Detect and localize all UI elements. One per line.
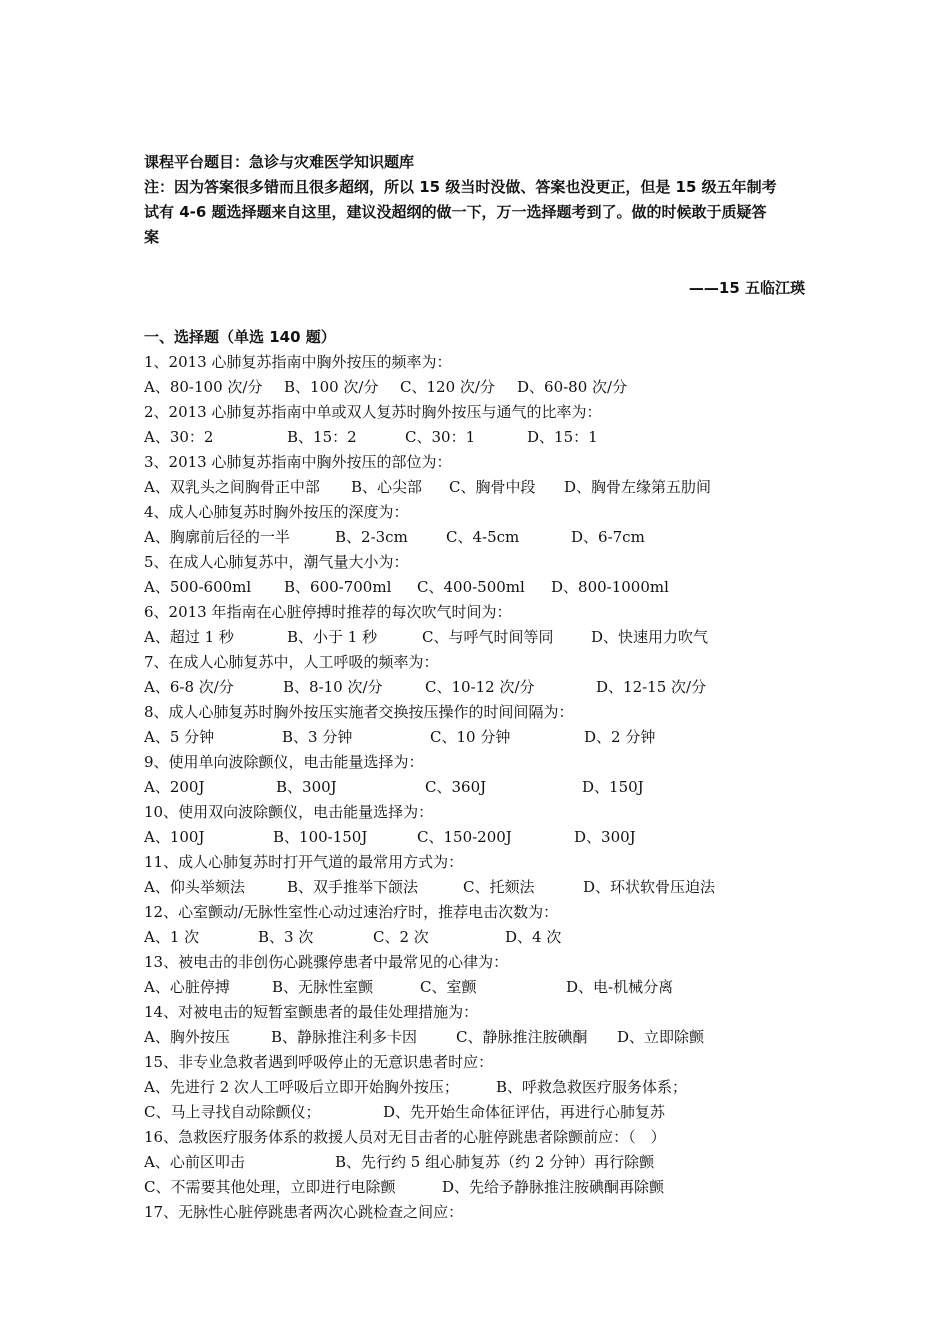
option-a: A、100J bbox=[144, 828, 205, 846]
option-a: A、200J bbox=[144, 778, 205, 796]
option-c: C、马上寻找自动除颤仪； bbox=[144, 1103, 321, 1121]
question-text: 9、使用单向波除颤仪，电击能量选择为： bbox=[144, 753, 424, 771]
option-c: C、30：1 bbox=[405, 428, 476, 446]
option-b: B、15：2 bbox=[287, 428, 357, 446]
option-a: A、仰头举颏法 bbox=[144, 878, 245, 896]
option-b: B、600-700ml bbox=[284, 578, 392, 596]
option-c: C、360J bbox=[425, 778, 487, 796]
question-text: 14、对被电击的短暂室颤患者的最佳处理措施为： bbox=[144, 1003, 479, 1021]
option-b: B、8-10 次/分 bbox=[283, 678, 383, 696]
option-d: D、800-1000ml bbox=[551, 578, 669, 596]
question-text: 15、非专业急救者遇到呼吸停止的无意识患者时应： bbox=[144, 1053, 494, 1071]
option-b: B、2-3cm bbox=[335, 528, 408, 546]
question-text: 10、使用双向波除颤仪，电击能量选择为： bbox=[144, 803, 434, 821]
option-d: D、15：1 bbox=[527, 428, 598, 446]
question-text: 6、2013 年指南在心脏停搏时推荐的每次吹气时间为： bbox=[144, 603, 512, 621]
question-text: 13、被电击的非创伤心跳骤停患者中最常见的心律为： bbox=[144, 953, 509, 971]
option-d: D、4 次 bbox=[505, 928, 562, 946]
option-b: B、呼救急救医疗服务体系； bbox=[496, 1078, 688, 1096]
option-a: A、双乳头之间胸骨正中部 bbox=[144, 478, 320, 496]
option-b: B、双手推举下颌法 bbox=[287, 878, 419, 896]
option-d: D、胸骨左缘第五肋间 bbox=[564, 478, 712, 496]
option-c: C、150-200J bbox=[417, 828, 512, 846]
question-text: 8、成人心肺复苏时胸外按压实施者交换按压操作的时间间隔为： bbox=[144, 703, 574, 721]
option-a: A、胸外按压 bbox=[144, 1028, 230, 1046]
note-line: 试有 4-6 题选择题来自这里，建议没超纲的做一下，万一选择题考到了。做的时候敢于质疑答 bbox=[144, 203, 767, 221]
option-d: D、立即除颤 bbox=[617, 1028, 705, 1046]
option-d: D、300J bbox=[574, 828, 636, 846]
option-b: B、先行约 5 组心肺复苏（约 2 分钟）再行除颤 bbox=[335, 1153, 655, 1171]
option-d: D、快速用力吹气 bbox=[591, 628, 709, 646]
option-d: D、电-机械分离 bbox=[566, 978, 674, 996]
option-b: B、小于 1 秒 bbox=[287, 628, 378, 646]
question-text: 5、在成人心肺复苏中，潮气量大小为： bbox=[144, 553, 409, 571]
option-a: A、5 分钟 bbox=[144, 728, 215, 746]
option-a: A、超过 1 秒 bbox=[144, 628, 234, 646]
option-b: B、100 次/分 bbox=[284, 378, 379, 396]
signature: ——15 五临江瑛 bbox=[688, 279, 805, 297]
option-c: C、10 分钟 bbox=[430, 728, 511, 746]
option-c: C、400-500ml bbox=[417, 578, 525, 596]
question-text: 4、成人心肺复苏时胸外按压的深度为： bbox=[144, 503, 409, 521]
option-d: D、环状软骨压迫法 bbox=[583, 878, 716, 896]
option-b: B、300J bbox=[276, 778, 337, 796]
option-c: C、与呼气时间等同 bbox=[422, 628, 554, 646]
option-c: C、120 次/分 bbox=[400, 378, 495, 396]
option-c: C、托颏法 bbox=[463, 878, 535, 896]
note-line: 注：因为答案很多错而且很多超纲，所以 15 级当时没做、答案也没更正，但是 15 级五年制考 bbox=[144, 178, 777, 196]
option-b: B、3 分钟 bbox=[282, 728, 353, 746]
option-d: D、先开始生命体征评估，再进行心肺复苏 bbox=[383, 1103, 666, 1121]
option-a: A、先进行 2 次人工呼吸后立即开始胸外按压； bbox=[144, 1078, 459, 1096]
option-c: C、4-5cm bbox=[446, 528, 520, 546]
option-d: D、6-7cm bbox=[571, 528, 645, 546]
option-c: C、2 次 bbox=[373, 928, 429, 946]
option-a: A、心前区叩击 bbox=[144, 1153, 245, 1171]
question-text: 12、心室颤动/无脉性室性心动过速治疗时，推荐电击次数为： bbox=[144, 903, 559, 921]
question-text: 2、2013 心肺复苏指南中单或双人复苏时胸外按压与通气的比率为： bbox=[144, 403, 602, 421]
option-c: C、静脉推注胺碘酮 bbox=[456, 1028, 588, 1046]
question-text: 7、在成人心肺复苏中，人工呼吸的频率为： bbox=[144, 653, 439, 671]
option-c: C、不需要其他处理，立即进行电除颤 bbox=[144, 1178, 396, 1196]
option-b: B、静脉推注利多卡因 bbox=[271, 1028, 418, 1046]
option-a: A、30：2 bbox=[144, 428, 214, 446]
option-a: A、胸廓前后径的一半 bbox=[144, 528, 290, 546]
option-c: C、10-12 次/分 bbox=[425, 678, 535, 696]
option-a: A、6-8 次/分 bbox=[144, 678, 234, 696]
option-a: A、心脏停搏 bbox=[144, 978, 230, 996]
question-text: 11、成人心肺复苏时打开气道的最常用方式为： bbox=[144, 853, 464, 871]
option-d: D、150J bbox=[582, 778, 644, 796]
option-a: A、80-100 次/分 bbox=[144, 378, 263, 396]
option-c: C、胸骨中段 bbox=[449, 478, 536, 496]
section-title: 一、选择题（单选 140 题） bbox=[144, 328, 336, 346]
option-d: D、先给予静脉推注胺碘酮再除颤 bbox=[442, 1178, 665, 1196]
option-b: B、100-150J bbox=[273, 828, 368, 846]
question-text: 3、2013 心肺复苏指南中胸外按压的部位为： bbox=[144, 453, 452, 471]
option-d: D、60-80 次/分 bbox=[517, 378, 628, 396]
note-line: 案 bbox=[144, 228, 160, 246]
option-d: D、12-15 次/分 bbox=[596, 678, 707, 696]
option-a: A、500-600ml bbox=[144, 578, 252, 596]
option-c: C、室颤 bbox=[420, 978, 477, 996]
question-text: 17、无脉性心脏停跳患者两次心跳检查之间应： bbox=[144, 1203, 464, 1221]
option-b: B、心尖部 bbox=[351, 478, 423, 496]
option-a: A、1 次 bbox=[144, 928, 200, 946]
question-text: 1、2013 心肺复苏指南中胸外按压的频率为： bbox=[144, 353, 452, 371]
option-d: D、2 分钟 bbox=[584, 728, 656, 746]
option-b: B、无脉性室颤 bbox=[272, 978, 374, 996]
option-b: B、3 次 bbox=[258, 928, 314, 946]
question-text: 16、急救医疗服务体系的救援人员对无目击者的心脏停跳患者除颤前应：（ ） bbox=[144, 1128, 666, 1146]
document-title: 课程平台题目：急诊与灾难医学知识题库 bbox=[144, 153, 415, 171]
